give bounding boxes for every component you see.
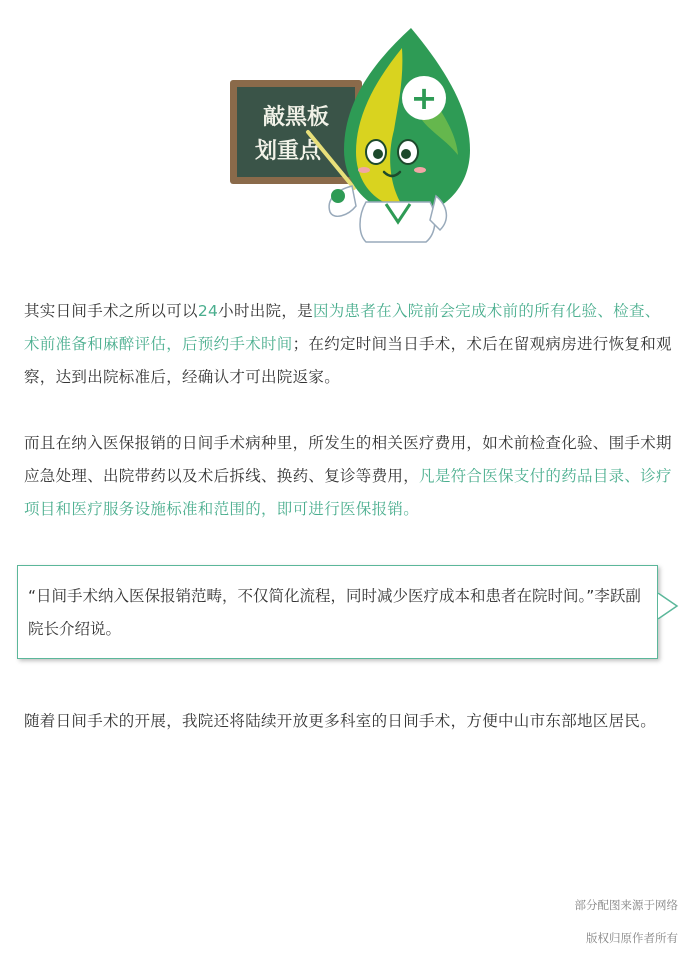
p1-text-a: 其实日间手术之所以可以 <box>24 302 198 320</box>
mascot <box>329 28 470 242</box>
p1-highlight: 因为患者在入院前会完成术前的所有化验、检查、术前准备和麻醉评估，后预约手术时间 <box>24 302 661 353</box>
p2-text-a: 而且在纳入医保报销的日间手术病种里，所发生的相关医疗费用，如术前检查化验、围手术期应急处理、出院带药以及术后拆线、换药、复诊等费用， <box>24 434 672 485</box>
paragraph-4: 随着日间手术的开展，我院还将陆续开放更多科室的日间手术，方便中山市东部地区居民。 <box>24 712 657 730</box>
paragraph-1 <box>24 295 674 394</box>
copyright-note: 版权归原作者所有 <box>586 931 678 945</box>
mascot-badge-symbol: + <box>410 79 438 117</box>
p1-number: 24 <box>197 302 219 320</box>
paragraph-2 <box>24 427 674 526</box>
p1-text-b: 小时出院，是 <box>218 302 313 320</box>
blackboard <box>230 80 362 184</box>
quote-arrow-icon <box>655 592 679 620</box>
p2-highlight: 凡是符合医保支付的药品目录、诊疗项目和医疗服务设施标准和范围的，即可进行医保报销。 <box>24 467 672 518</box>
blackboard-line-1: 敲黑板 <box>262 105 330 130</box>
quote-box <box>17 565 658 659</box>
p1-text-c: ；在约定时间当日手术，术后在留观病房进行恢复和观察，达到出院标准后，经确认才可出院返家。 <box>24 335 672 386</box>
blackboard-line-2: 划重点 <box>254 139 322 164</box>
image-source-note: 部分配图来源于网络 <box>574 898 678 912</box>
blackboard-mascot-illustration <box>226 20 476 250</box>
quote-text: “日间手术纳入医保报销范畴，不仅简化流程，同时减少医疗成本和患者在院时间。”李跃副院长介绍说。 <box>28 587 641 638</box>
